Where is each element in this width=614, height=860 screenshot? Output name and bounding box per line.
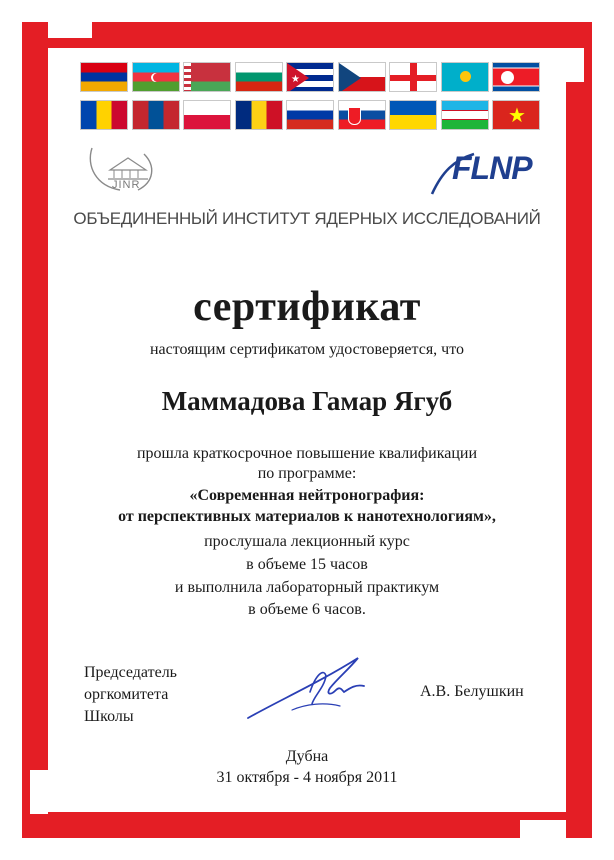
body-line: в объеме 15 часов	[246, 556, 368, 573]
footer-dates: 31 октября - 4 ноября 2011	[216, 769, 398, 786]
flag-kazakhstan	[441, 62, 489, 92]
frame-top	[22, 22, 592, 48]
flag-north-korea	[492, 62, 540, 92]
flag-mongolia	[132, 100, 180, 130]
flag-russia	[286, 100, 334, 130]
flag-bulgaria	[235, 62, 283, 92]
flag-georgia	[389, 62, 437, 92]
flag-slovakia	[338, 100, 386, 130]
jinr-logo-text: JINR	[112, 179, 141, 191]
signer-name: А.В. Белушкин	[420, 683, 524, 700]
frame-notch	[520, 820, 566, 838]
program-title: от перспективных материалов к нанотехнологиям»,	[118, 508, 496, 525]
flag-czech-republic	[338, 62, 386, 92]
footer-city: Дубна	[285, 748, 329, 765]
recipient-name: Маммадова Гамар Ягуб	[161, 386, 453, 416]
frame-left	[22, 22, 48, 838]
body-line: в объеме 6 часов.	[248, 601, 366, 618]
attest-line: настоящим сертификатом удостоверяется, что	[149, 341, 464, 358]
frame-notch	[566, 48, 584, 82]
certificate-title: сертификат	[193, 284, 421, 330]
frame-notch	[48, 14, 92, 38]
flag-azerbaijan	[132, 62, 180, 92]
flag-moldova	[80, 100, 128, 130]
flnp-logo: FLNP	[452, 150, 532, 186]
signer-role: Школы	[84, 708, 134, 725]
flags-row-2	[80, 100, 540, 130]
frame-right	[566, 22, 592, 838]
flag-cuba	[286, 62, 334, 92]
frame-bottom	[22, 812, 592, 838]
flag-romania	[235, 100, 283, 130]
signature	[240, 648, 390, 728]
flag-armenia	[80, 62, 128, 92]
flag-uzbekistan	[441, 100, 489, 130]
body-line: по программе:	[257, 465, 357, 482]
svg-text:★: ★	[291, 74, 300, 85]
body-line: прослушала лекционный курс	[204, 533, 410, 550]
body-line: прошла краткосрочное повышение квалификации	[136, 445, 478, 462]
institute-name: ОБЪЕДИНЕННЫЙ ИНСТИТУТ ЯДЕРНЫХ ИССЛЕДОВАНИЙ	[73, 209, 541, 228]
flag-ukraine	[389, 100, 437, 130]
flag-belarus	[183, 62, 231, 92]
flag-vietnam: ★	[492, 100, 540, 130]
signer-role: Председатель	[84, 664, 177, 681]
flag-poland	[183, 100, 231, 130]
flags-row-1	[80, 62, 540, 92]
body-line: и выполнила лабораторный практикум	[174, 579, 440, 596]
signer-role: оргкомитета	[84, 686, 169, 703]
program-title: «Современная нейтронография:	[189, 487, 425, 504]
